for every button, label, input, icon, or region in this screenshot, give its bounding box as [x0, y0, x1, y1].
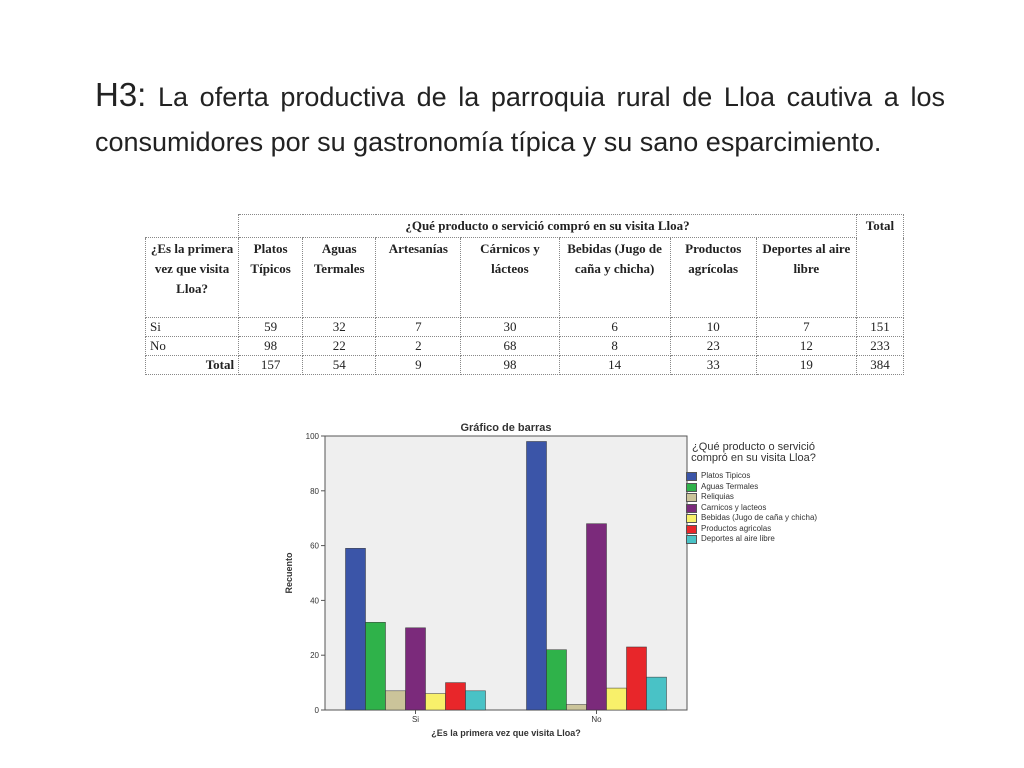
legend-item [686, 514, 821, 523]
bar [446, 683, 466, 710]
table-question-header: ¿Qué producto o servició compró en su visita Lloa? [239, 215, 857, 238]
table-cell: 32 [303, 318, 376, 337]
table-cell: 12 [756, 337, 856, 356]
legend-swatch [686, 472, 697, 481]
table-row-total: 233 [856, 337, 903, 356]
y-tick-label: 80 [310, 486, 319, 496]
bar [406, 628, 426, 710]
table-cell: 33 [670, 356, 756, 375]
bar [587, 524, 607, 710]
table-row-question: ¿Es la primera vez que visita Lloa? [146, 238, 239, 318]
table-cell: 14 [559, 356, 670, 375]
legend-swatch [686, 514, 697, 523]
table-cell: 59 [239, 318, 303, 337]
legend-label: Deportes al aire libre [701, 534, 775, 543]
y-axis-label: Recuento [284, 552, 294, 594]
bar [426, 694, 446, 710]
bar [547, 650, 567, 710]
bar [627, 647, 647, 710]
table-row [146, 337, 904, 356]
legend-swatch [686, 493, 697, 502]
table-cell: 7 [756, 318, 856, 337]
bar [567, 705, 587, 710]
y-tick-label: 0 [314, 706, 319, 715]
table-row-total: 151 [856, 318, 903, 337]
table-cell: 8 [559, 337, 670, 356]
table-cell: 30 [461, 318, 559, 337]
table-row [146, 318, 904, 337]
bar [527, 441, 547, 710]
chart-legend [686, 442, 821, 546]
legend-label: Bebidas (Jugo de caña y chicha) [701, 513, 818, 522]
table-col-header: Artesanías [376, 238, 461, 318]
bar [466, 691, 486, 710]
y-tick-label: 60 [310, 541, 319, 551]
hypothesis-body: La oferta productiva de la parroquia rural de Lloa cautiva a los consumidores por su gastronomía típica y su sano esparcimiento. [95, 82, 945, 157]
table-cell: 10 [670, 318, 756, 337]
y-tick-label: 100 [305, 432, 319, 441]
table-header-row-1 [146, 215, 904, 238]
bar-chart-svg [280, 418, 690, 748]
legend-item [686, 504, 821, 513]
bar [647, 677, 667, 710]
table-cell: 23 [670, 337, 756, 356]
x-tick-label: Si [411, 715, 420, 724]
table-header-row-2 [146, 238, 904, 318]
hypothesis-text [95, 72, 945, 165]
legend-label: Productos agricolas [701, 523, 772, 533]
table-col-header: Cárnicos y lácteos [461, 238, 559, 318]
table-cell: 68 [461, 337, 559, 356]
crosstab-table [145, 214, 904, 375]
table-cell: 157 [239, 356, 303, 375]
table-corner-cell [146, 215, 239, 238]
legend-label: Reliquias [701, 492, 734, 501]
y-tick-label: 40 [310, 596, 319, 606]
table-cell: 22 [303, 337, 376, 356]
table-cell: 6 [559, 318, 670, 337]
legend-swatch [686, 483, 697, 492]
x-axis-label: ¿Es la primera vez que visita Lloa? [431, 728, 581, 738]
table-cell: 2 [376, 337, 461, 356]
table-row-label: No [146, 337, 239, 356]
crosstab-table-container [145, 214, 904, 375]
legend-item [686, 493, 821, 502]
x-tick-label: No [591, 715, 602, 724]
table-col-header: Deportes al aire libre [756, 238, 856, 318]
legend-label: Platos Tipicos [701, 471, 751, 480]
hypothesis-label: H3: [95, 76, 147, 113]
table-grand-total: 384 [856, 356, 903, 375]
bar [366, 622, 386, 710]
y-tick-label: 20 [310, 651, 319, 661]
legend-item [686, 525, 821, 534]
bar-chart [280, 418, 820, 748]
table-total-label: Total [146, 356, 239, 375]
chart-title: Gráfico de barras [460, 422, 552, 434]
legend-swatch [686, 525, 697, 534]
bar [346, 548, 366, 710]
table-col-header: Bebidas (Jugo de caña y chicha) [559, 238, 670, 318]
table-col-header: Aguas Termales [303, 238, 376, 318]
table-cell: 54 [303, 356, 376, 375]
table-row-label: Si [146, 318, 239, 337]
legend-label: Aguas Termales [701, 481, 759, 491]
legend-item [686, 483, 821, 492]
bar [607, 688, 627, 710]
legend-swatch [686, 504, 697, 513]
table-cell: 19 [756, 356, 856, 375]
table-total-row [146, 356, 904, 375]
table-total-header: Total [856, 215, 903, 318]
legend-item [686, 472, 821, 481]
table-cell: 9 [376, 356, 461, 375]
legend-item [686, 535, 821, 544]
legend-label: Carnicos y lacteos [701, 502, 767, 512]
table-col-header: Productos agrícolas [670, 238, 756, 318]
bar [386, 691, 406, 710]
table-cell: 98 [239, 337, 303, 356]
legend-title: ¿Qué producto o servició compró en su visita Lloa? [691, 441, 816, 464]
table-cell: 7 [376, 318, 461, 337]
legend-swatch [686, 535, 697, 544]
table-col-header: Platos Típicos [239, 238, 303, 318]
table-cell: 98 [461, 356, 559, 375]
